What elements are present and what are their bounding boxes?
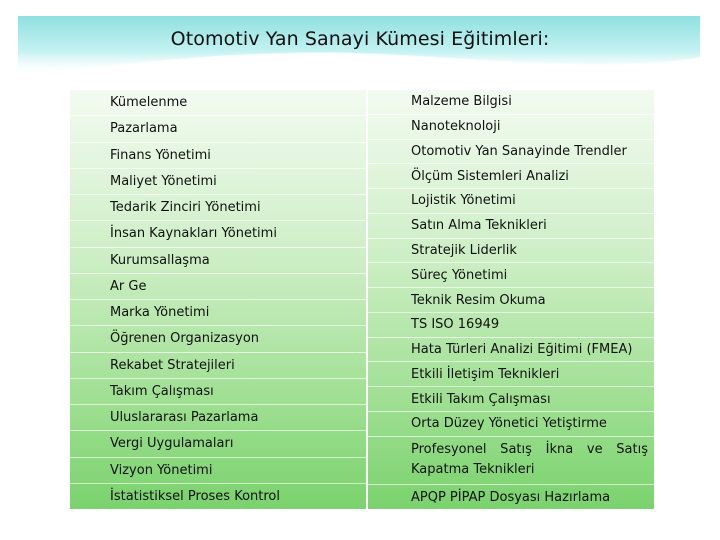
list-item: Süreç Yönetimi (368, 263, 654, 288)
list-item: Öğrenen Organizasyon (70, 326, 366, 352)
page-title: Otomotiv Yan Sanayi Kümesi Eğitimleri: (170, 28, 550, 50)
list-item: Hata Türleri Analizi Eğitimi (FMEA) (368, 338, 654, 363)
list-item: Etkili Takım Çalışması (368, 387, 654, 412)
list-item: İnsan Kaynakları Yönetimi (70, 221, 366, 247)
left-training-list (70, 90, 366, 509)
list-item: Marka Yönetimi (70, 300, 366, 326)
list-item: İstatistiksel Proses Kontrol (110, 488, 280, 504)
list-item: Rekabet Stratejileri (70, 353, 366, 379)
list-item: Takım Çalışması (70, 379, 366, 405)
list-item: Uluslararası Pazarlama (70, 405, 366, 431)
right-training-list (368, 90, 654, 509)
list-item: Profesyonel Satış İkna ve Satış Kapatma Teknikleri (368, 437, 654, 486)
list-item: Orta Düzey Yönetici Yetiştirme (368, 412, 654, 437)
list-item: Ar Ge (70, 274, 366, 300)
list-item: Vergi Uygulamaları (70, 431, 366, 457)
list-item: Lojistik Yönetimi (368, 189, 654, 214)
list-item: Finans Yönetimi (70, 143, 366, 169)
list-item: Teknik Resim Okuma (368, 288, 654, 313)
list-item: Malzeme Bilgisi (368, 90, 654, 115)
list-item: Kümelenme (70, 90, 366, 116)
title-banner (0, 0, 720, 80)
list-item: Pazarlama (70, 116, 366, 142)
list-item: Stratejik Liderlik (368, 239, 654, 264)
list-item: Kurumsallaşma (70, 248, 366, 274)
list-item: Maliyet Yönetimi (70, 169, 366, 195)
list-item: Tedarik Zinciri Yönetimi (70, 195, 366, 221)
list-item: Nanoteknoloji (368, 115, 654, 140)
list-item: Ölçüm Sistemleri Analizi (368, 164, 654, 189)
list-item: APQP PİPAP Dosyası Hazırlama (411, 489, 611, 505)
list-item: Etkili İletişim Teknikleri (368, 362, 654, 387)
list-item: Vizyon Yönetimi (70, 458, 366, 484)
list-item: Satın Alma Teknikleri (368, 214, 654, 239)
list-item: Otomotiv Yan Sanayinde Trendler (368, 140, 654, 165)
list-item: TS ISO 16949 (368, 313, 654, 338)
